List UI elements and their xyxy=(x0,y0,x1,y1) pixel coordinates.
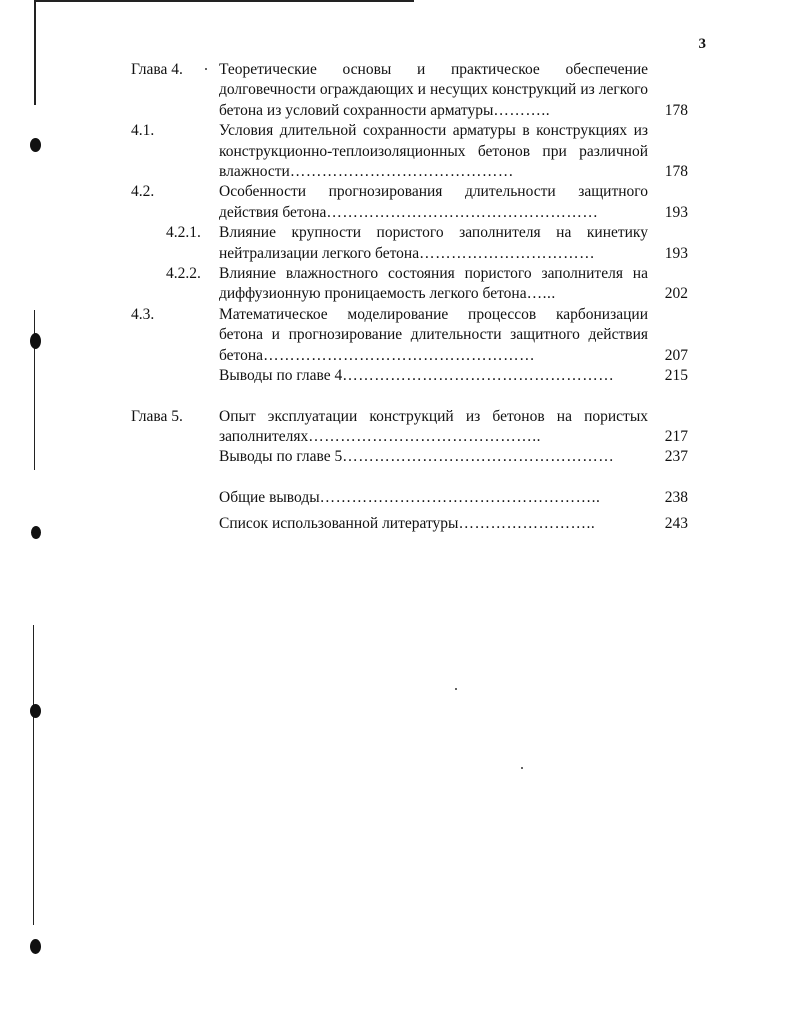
toc-entry-label: 4.1. xyxy=(131,122,155,140)
toc-entry-title: Условия длительной сохранности арматуры в конструкциях из конструкционно-теплоизоляционных бетонов при различной влажности xyxy=(219,122,648,181)
dot-leader: …………………………………………… xyxy=(326,203,599,221)
toc-entry-title: Выводы по главе 5 xyxy=(219,448,343,466)
toc-entry-4-2-1 xyxy=(0,223,792,264)
table-of-contents xyxy=(0,60,792,535)
toc-entry-page: 237 xyxy=(664,448,688,466)
toc-entry-page: 243 xyxy=(664,515,688,533)
scan-border-left-3 xyxy=(33,625,34,925)
toc-entry-page: 217 xyxy=(664,427,688,445)
toc-entry-title: Особенности прогнозирования длительности защитного действия бетона xyxy=(219,183,648,221)
scan-border-top xyxy=(34,0,414,2)
toc-entry-title: Математическое моделирование процессов карбонизации бетона и прогнозирование длительности защитного действия бетона xyxy=(219,305,648,364)
toc-entry-label: 4.3. xyxy=(131,305,155,323)
dot-leader: …………………….. xyxy=(458,515,596,533)
toc-entry-page: 202 xyxy=(664,285,688,303)
dot-leader: …………………………………………… xyxy=(263,346,536,364)
toc-entry-page: 193 xyxy=(664,203,688,221)
dot-leader: …………………………………………… xyxy=(342,448,615,466)
toc-entry-page: 215 xyxy=(664,367,688,385)
toc-entry-title: Влияние влажностного состояния пористого заполнителя на диффузионную проницаемость легкого бетона xyxy=(219,265,648,303)
dot-leader: …………………………………………… xyxy=(342,367,615,385)
toc-entry-4-3 xyxy=(0,305,792,366)
scan-speck-1 xyxy=(455,688,457,690)
dot-leader: …………………………………… xyxy=(289,163,514,181)
spacer xyxy=(0,468,792,488)
toc-entry-page: 207 xyxy=(664,346,688,364)
dot-leader: …………………………………………….. xyxy=(319,488,601,506)
toc-entry-chapter-5 xyxy=(0,407,792,448)
toc-entry-chapter-4 xyxy=(0,60,792,121)
toc-entry-page: 238 xyxy=(664,488,688,506)
toc-entry-title: Общие выводы xyxy=(219,488,320,506)
toc-entry-page: 193 xyxy=(664,244,688,262)
toc-entry-4-2 xyxy=(0,182,792,223)
toc-entry-label: 4.2. xyxy=(131,183,155,201)
dot-leader: …………………………………….. xyxy=(308,427,541,445)
toc-entry-page: 178 xyxy=(664,163,688,181)
dot-leader: …... xyxy=(526,285,556,303)
dot-leader: ……….. xyxy=(493,101,551,119)
page-number: 3 xyxy=(698,36,706,52)
toc-entry-4-1 xyxy=(0,121,792,182)
toc-entry-bibliography xyxy=(0,514,792,534)
spacer xyxy=(0,387,792,407)
toc-entry-label: Глава 4. xyxy=(131,61,183,78)
toc-entry-conclusions-5 xyxy=(0,447,792,467)
toc-entry-4-2-2 xyxy=(0,264,792,305)
toc-entry-title: Опыт эксплуатации конструкций из бетонов на пористых заполнителях xyxy=(219,407,648,445)
toc-entry-title: Выводы по главе 4 xyxy=(219,367,343,385)
toc-entry-label: Глава 5. xyxy=(131,407,183,425)
toc-entry-label: 4.2.2. xyxy=(166,265,201,283)
toc-entry-general-conclusions xyxy=(0,488,792,508)
toc-entry-title: Список использованной литературы xyxy=(219,515,459,533)
punch-hole-5 xyxy=(30,939,41,954)
toc-entry-title: Влияние крупности пористого заполнителя на кинетику нейтрализации легкого бетона xyxy=(219,224,648,262)
toc-entry-page: 178 xyxy=(664,101,688,119)
scan-speck-2 xyxy=(521,767,523,769)
toc-entry-conclusions-4 xyxy=(0,366,792,386)
dot-leader: …………………………… xyxy=(419,244,596,262)
punch-hole-4 xyxy=(30,704,41,718)
toc-entry-label: 4.2.1. xyxy=(166,224,201,242)
toc-entry-title: Теоретические основы и практическое обеспечение долговечности ограждающих и несущих конструкций из легкого бетона из условий сохранности арматуры xyxy=(219,61,648,119)
